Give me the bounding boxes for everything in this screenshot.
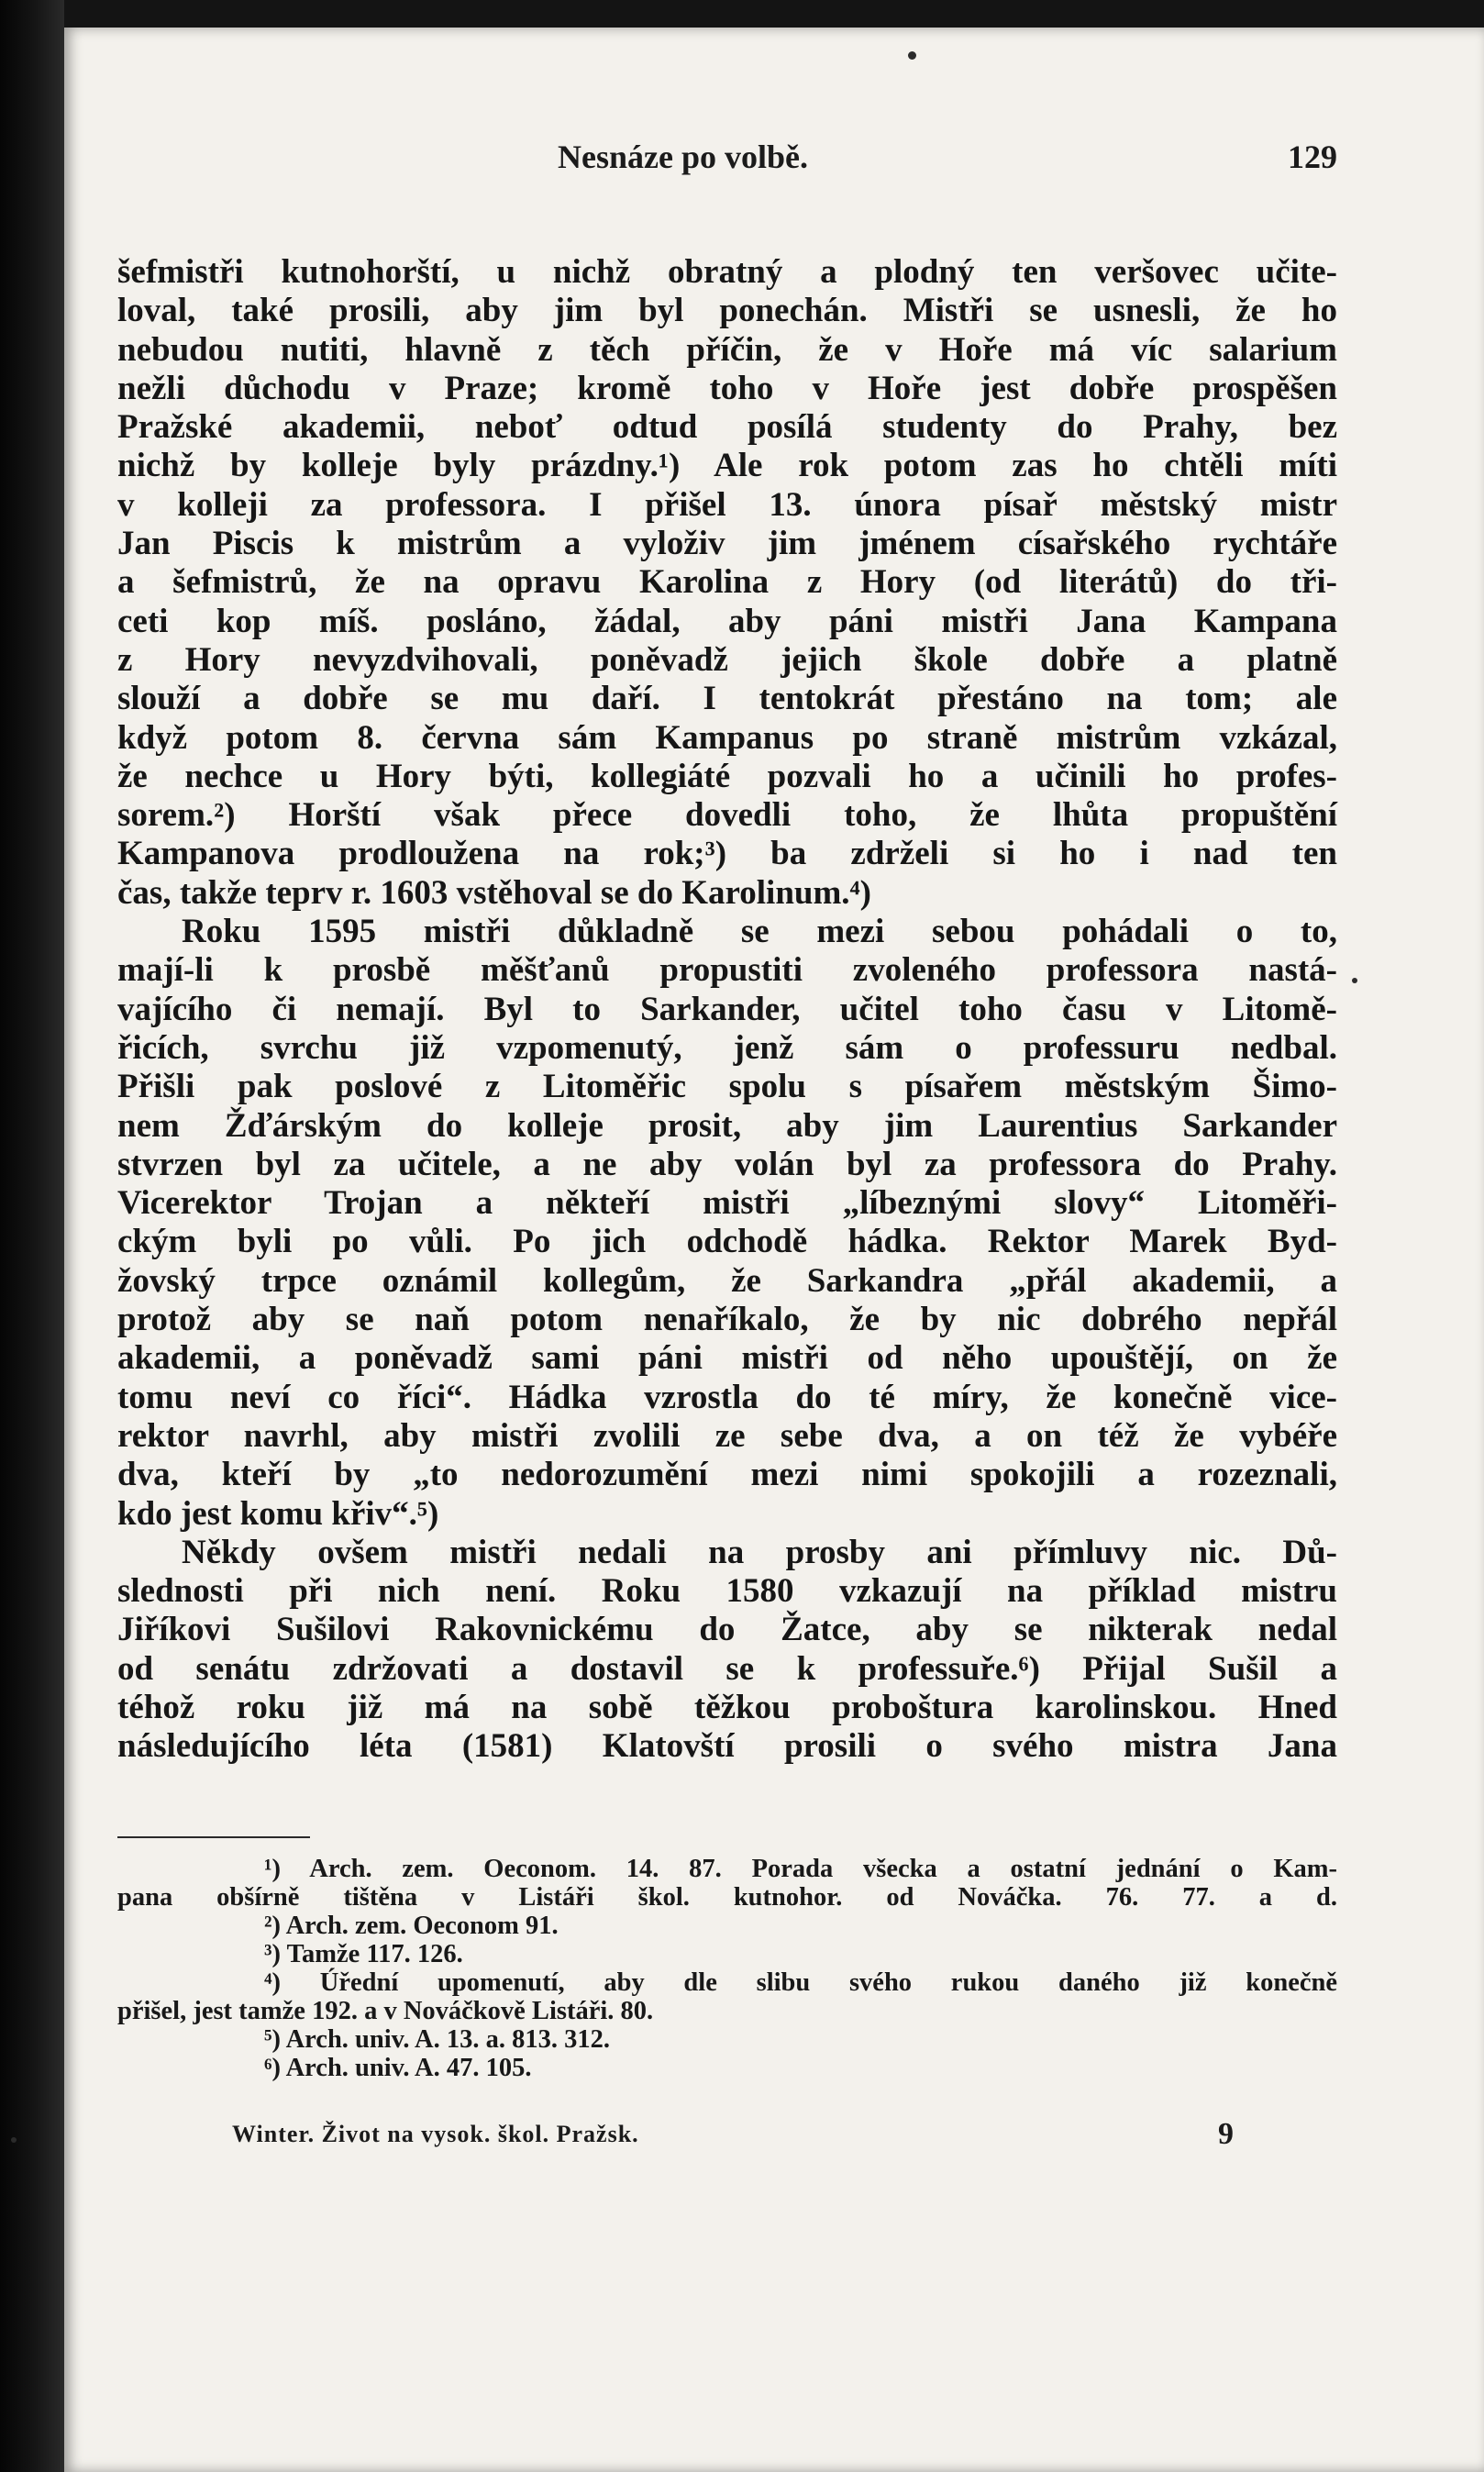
scan-edge-left: [0, 0, 64, 2472]
text-line: mají-li k prosbě měšťanů propustiti zvoleného professora nastá-: [117, 951, 1337, 990]
text-line: Vicerektor Trojan a někteří mistři „líbeznými slovy“ Litoměři-: [117, 1184, 1337, 1223]
running-head-title: Nesnáze po volbě.: [558, 139, 808, 175]
text-line: v kolleji za professora. I přišel 13. února písař městský mistr: [117, 485, 1337, 524]
body-text: [117, 253, 1337, 1767]
text-line: slouží a dobře se mu daří. I tentokrát přestáno na tom; ale: [117, 680, 1337, 718]
text-line: z Hory nevyzdvihovali, poněvadž jejich škole dobře a platně: [117, 640, 1337, 679]
footnote-4: ⁴) Úřední upomenutí, aby dle slibu svého rukou daného již konečně: [264, 1968, 1337, 1997]
text-line: nichž by kolleje byly prázdny.¹) Ale rok potom zas ho chtěli míti: [117, 447, 1337, 485]
text-line-paragraph-start: Někdy ovšem mistři nedali na prosby ani přímluvy nic. Dů-: [182, 1533, 1337, 1571]
page-number: 129: [1288, 139, 1337, 175]
text-line: šefmistři kutnohorští, u nichž obratný a plodný ten veršovec učite-: [117, 253, 1337, 291]
text-line: řicích, svrchu již vzpomenutý, jenž sám o professuru nedbal.: [117, 1028, 1337, 1067]
text-line: akademii, a poněvadž sami páni mistři od něho upouštějí, on že: [117, 1339, 1337, 1378]
signature-mark: 9: [1218, 2117, 1234, 2151]
text-line: Přišli pak poslové z Litoměřic spolu s písařem městským Šimo-: [117, 1068, 1337, 1106]
text-line: stvrzen byl za učitele, a ne aby volán byl za professora do Prahy.: [117, 1145, 1337, 1183]
running-head: [117, 138, 1337, 183]
text-line: slednosti při nich není. Roku 1580 vzkazují na příklad mistru: [117, 1572, 1337, 1611]
text-line-paragraph-end: kdo jest komu křiv“.⁵): [117, 1494, 439, 1533]
text-line: protož aby se naň potom nenaříkalo, že by nic dobrého nepřál: [117, 1301, 1337, 1339]
footnote-1-continued: pana obšírně tištěna v Listáři škol. kutnohor. od Nováčka. 76. 77. a d.: [117, 1883, 1337, 1912]
text-line: Pražské akademii, neboť odtud posílá studenty do Prahy, bez: [117, 408, 1337, 447]
text-line: rektor navrhl, aby mistři zvolili ze sebe dva, a on též že vybéře: [117, 1416, 1337, 1455]
footnote-4-continued: přišel, jest tamže 192. a v Nováčkově Listáři. 80.: [117, 1997, 654, 2025]
scan-speck: [11, 2137, 17, 2143]
text-line: nem Žďárským do kolleje prosit, aby jim Laurentius Sarkander: [117, 1106, 1337, 1145]
text-line: loval, také prosili, aby jim byl ponechán. Mistři se usnesli, že ho: [117, 292, 1337, 330]
text-line: vajícího či nemají. Byl to Sarkander, učitel toho času v Litomě-: [117, 990, 1337, 1028]
text-line: ckým byli po vůli. Po jich odchodě hádka. Rektor Marek Byd-: [117, 1223, 1337, 1261]
printer-signature: Winter. Život na vysok. škol. Pražsk.: [232, 2121, 639, 2147]
scan-speck: [1352, 978, 1357, 983]
footnotes: [117, 1855, 1337, 2082]
text-line: když potom 8. června sám Kampanus po straně mistrům vzkázal,: [117, 718, 1337, 757]
text-line: a šefmistrů, že na opravu Karolina z Hory (od literátů) do tři-: [117, 563, 1337, 602]
text-line: nebudou nutiti, hlavně z těch příčin, že v Hoře má víc salarium: [117, 330, 1337, 369]
footnote-5: ⁵) Arch. univ. A. 13. a. 813. 312.: [264, 2025, 610, 2054]
text-line: dva, kteří by „to nedorozumění mezi nimi spokojili a rozeznali,: [117, 1456, 1337, 1494]
text-line: že nechce u Hory býti, kollegiáté pozvali ho a učinili ho profes-: [117, 757, 1337, 795]
footnote-1: ¹) Arch. zem. Oeconom. 14. 87. Porada všecka a ostatní jednání o Kam-: [264, 1855, 1337, 1883]
text-line: následujícího léta (1581) Klatovští prosili o svého mistra Jana: [117, 1727, 1337, 1766]
text-line: od senátu zdržovati a dostavil se k professuře.⁶) Přijal Sušil a: [117, 1649, 1337, 1688]
text-line: téhož roku již má na sobě těžkou proboštura karolinskou. Hned: [117, 1688, 1337, 1726]
footnote-6: ⁶) Arch. univ. A. 47. 105.: [264, 2054, 532, 2082]
text-line-paragraph-end: čas, takže teprv r. 1603 vstěhoval se do Karolinum.⁴): [117, 873, 871, 912]
text-line: tomu neví co říci“. Hádka vzrostla do té míry, že konečně vice-: [117, 1378, 1337, 1416]
text-line: Kampanova prodloužena na rok;³) ba zdrželi si ho i nad ten: [117, 835, 1337, 873]
text-line: Jiříkovi Sušilovi Rakovnickému do Žatce, aby se nikterak nedal: [117, 1611, 1337, 1649]
text-line: ceti kop míš. posláno, žádal, aby páni mistři Jana Kampana: [117, 602, 1337, 640]
text-line: žovský trpce oznámil kollegům, že Sarkandra „přál akademii, a: [117, 1261, 1337, 1300]
scan-speck: [908, 51, 916, 60]
footnote-separator: [117, 1836, 310, 1838]
footnote-2: ²) Arch. zem. Oeconom 91.: [264, 1912, 559, 1940]
footnote-3: ³) Tamže 117. 126.: [264, 1940, 463, 1968]
text-line: sorem.²) Horští však přece dovedli toho, že lhůta propuštění: [117, 796, 1337, 835]
text-line: Jan Piscis k mistrům a vyloživ jim jménem císařského rychtáře: [117, 525, 1337, 563]
text-line: nežli důchodu v Praze; kromě toho v Hoře jest dobře prospěšen: [117, 369, 1337, 407]
page-footer: [117, 2117, 1337, 2154]
text-line-paragraph-start: Roku 1595 mistři důkladně se mezi sebou pohádali o to,: [182, 913, 1337, 951]
